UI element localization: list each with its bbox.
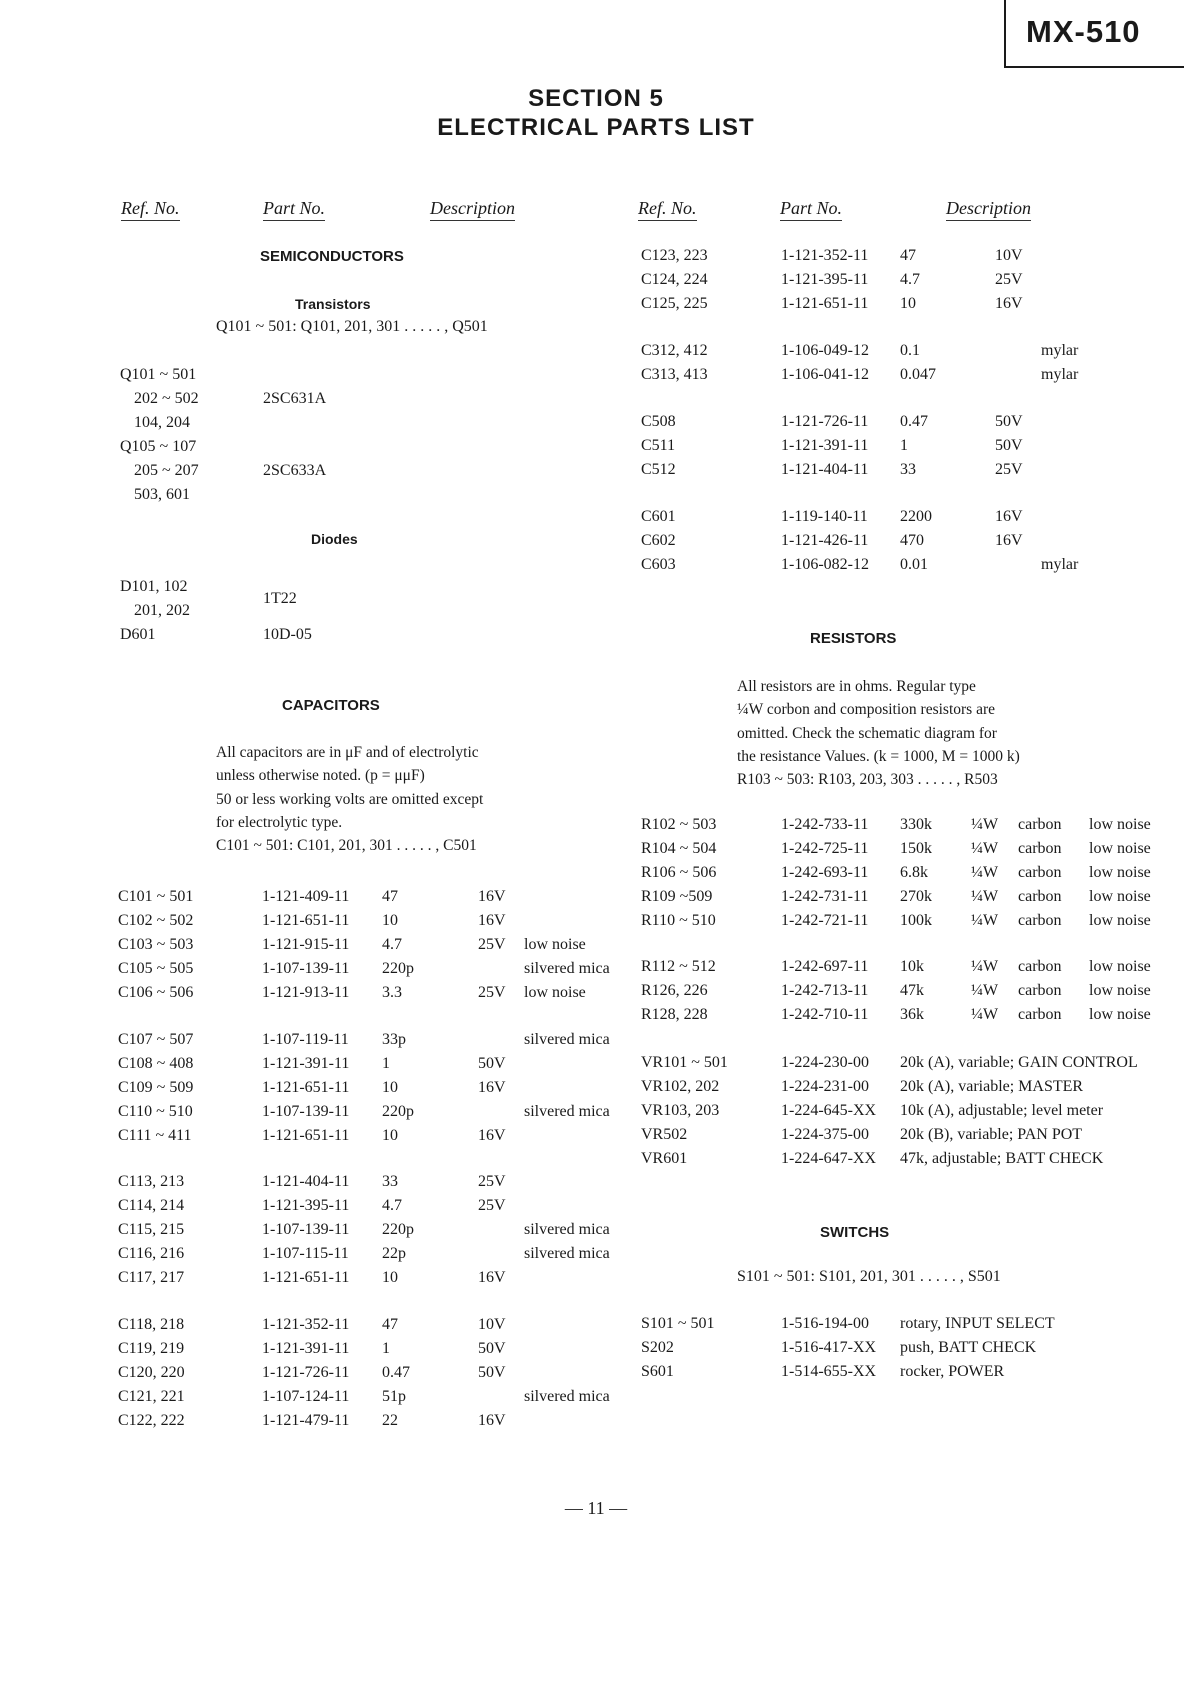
resistor-row-note: carbon: [1018, 1006, 1062, 1023]
capacitor-row-note: mylar: [1041, 366, 1079, 383]
capacitors-note-line: C101 ~ 501: C101, 201, 301 . . . . . , C501: [216, 837, 477, 855]
variable-resistor-row-ref: VR103, 203: [641, 1102, 720, 1119]
resistor-row-note: carbon: [1018, 958, 1062, 975]
capacitor-row-part: 1-106-041-12: [781, 366, 869, 383]
capacitor-row-value: 0.47: [900, 413, 928, 430]
capacitor-row-ref: C113, 213: [118, 1173, 185, 1190]
capacitor-row-voltage: 50V: [995, 413, 1023, 430]
capacitor-row-value: 33: [900, 461, 916, 478]
left-ref-header: Ref. No.: [121, 198, 180, 221]
resistor-row-voltage: ¼W: [971, 912, 999, 929]
capacitor-row-part: 1-107-139-11: [262, 1221, 350, 1238]
resistor-row-extra: low noise: [1089, 982, 1151, 999]
capacitor-row-ref: C117, 217: [118, 1269, 185, 1286]
capacitor-row-note: low noise: [524, 984, 586, 1001]
capacitor-row-part: 1-121-404-11: [262, 1173, 350, 1190]
resistor-row-value: 100k: [900, 912, 932, 929]
capacitor-row-value: 2200: [900, 508, 932, 525]
capacitor-row-ref: C105 ~ 505: [118, 960, 194, 977]
left-desc-header: Description: [430, 198, 515, 221]
capacitor-row-part: 1-121-651-11: [781, 295, 869, 312]
capacitor-row-voltage: 25V: [995, 461, 1023, 478]
capacitors-note-line: 50 or less working volts are omitted except: [216, 790, 484, 808]
resistors-note-line: omitted. Check the schematic diagram for: [737, 724, 997, 742]
variable-resistor-row-part: 1-224-647-XX: [781, 1150, 877, 1167]
capacitor-row-value: 10: [382, 1079, 398, 1096]
resistor-row-ref: R126, 226: [641, 982, 708, 999]
resistor-row-value: 150k: [900, 840, 932, 857]
capacitor-row-value: 1: [382, 1340, 390, 1357]
capacitor-row-voltage: 16V: [995, 508, 1023, 525]
capacitor-row-ref: C123, 223: [641, 247, 708, 264]
right-part-header: Part No.: [780, 198, 842, 221]
capacitor-row-voltage: 10V: [995, 247, 1023, 264]
capacitor-row-part: 1-121-409-11: [262, 888, 350, 905]
resistor-row-extra: low noise: [1089, 864, 1151, 881]
diodes-title: Diodes: [311, 531, 358, 547]
switch-row-part: 1-516-417-XX: [781, 1339, 877, 1356]
resistor-row-value: 10k: [900, 958, 924, 975]
capacitor-row-ref: C109 ~ 509: [118, 1079, 194, 1096]
capacitors-note-line: All capacitors are in μF and of electrolytic: [216, 744, 479, 761]
capacitor-row-value: 220p: [382, 1221, 414, 1238]
transistors-title: Transistors: [295, 296, 371, 312]
capacitor-row-ref: C120, 220: [118, 1364, 185, 1381]
switch-row-value: push, BATT CHECK: [900, 1339, 1037, 1356]
resistor-row-part: 1-242-733-11: [781, 816, 869, 833]
capacitor-row-ref: C115, 215: [118, 1221, 185, 1238]
capacitor-row-ref: C118, 218: [118, 1316, 185, 1333]
capacitor-row-part: 1-119-140-11: [781, 508, 868, 525]
capacitor-row-part: 1-121-391-11: [781, 437, 869, 454]
capacitor-row-value: 10: [900, 295, 916, 312]
capacitors-notes: [216, 741, 483, 857]
transistor-row-ref: 503, 601: [134, 486, 190, 503]
capacitor-row-voltage: 50V: [478, 1340, 506, 1357]
diode-row-ref: D101, 102: [120, 578, 188, 595]
capacitor-row-ref: C121, 221: [118, 1388, 185, 1405]
resistor-row-value: 36k: [900, 1006, 924, 1023]
transistor-row-part: 2SC633A: [263, 462, 327, 479]
diode-part-1t22: 1T22: [263, 590, 297, 607]
capacitor-row-value: 0.047: [900, 366, 936, 383]
switch-row-part: 1-516-194-00: [781, 1315, 869, 1332]
capacitor-row-voltage: 50V: [478, 1364, 506, 1381]
capacitor-row-ref: C124, 224: [641, 271, 708, 288]
capacitor-row-part: 1-107-139-11: [262, 960, 350, 977]
capacitor-row-value: 47: [382, 1316, 398, 1333]
capacitor-row-part: 1-121-395-11: [781, 271, 869, 288]
capacitor-row-note: silvered mica: [524, 1031, 610, 1048]
capacitor-row-value: 0.47: [382, 1364, 410, 1381]
variable-resistor-row-value: 20k (B), variable; PAN POT: [900, 1126, 1083, 1143]
capacitors-note-line: unless otherwise noted. (p = μμF): [216, 767, 425, 785]
capacitor-row-ref: C101 ~ 501: [118, 888, 194, 905]
resistor-row-voltage: ¼W: [971, 816, 999, 833]
capacitor-row-value: 51p: [382, 1388, 406, 1405]
diode-row-ref: D601: [120, 626, 156, 643]
resistor-row-part: 1-242-710-11: [781, 1006, 869, 1023]
page-title: ELECTRICAL PARTS LIST: [437, 114, 755, 141]
capacitor-row-note: mylar: [1041, 556, 1079, 573]
capacitor-row-voltage: 16V: [478, 1127, 506, 1144]
transistor-row-ref: 205 ~ 207: [134, 462, 199, 479]
resistor-row-part: 1-242-713-11: [781, 982, 869, 999]
resistors-title: RESISTORS: [810, 630, 897, 647]
transistor-row-ref: Q105 ~ 107: [120, 438, 197, 455]
capacitor-row-ref: C125, 225: [641, 295, 708, 312]
capacitor-row-value: 220p: [382, 1103, 414, 1120]
resistor-row-voltage: ¼W: [971, 982, 999, 999]
resistor-row-ref: R128, 228: [641, 1006, 708, 1023]
capacitor-row-voltage: 16V: [478, 912, 506, 929]
capacitor-row-voltage: 25V: [478, 984, 506, 1001]
resistor-row-note: carbon: [1018, 982, 1062, 999]
variable-resistor-row-ref: VR601: [641, 1150, 688, 1167]
variable-resistor-row-part: 1-224-231-00: [781, 1078, 869, 1095]
capacitor-row-part: 1-106-082-12: [781, 556, 869, 573]
variable-resistor-row-ref: VR502: [641, 1126, 688, 1143]
resistors-notes: [737, 675, 1020, 791]
capacitor-row-value: 220p: [382, 960, 414, 977]
capacitor-row-part: 1-121-426-11: [781, 532, 869, 549]
capacitor-row-part: 1-121-651-11: [262, 1127, 350, 1144]
resistor-row-ref: R104 ~ 504: [641, 840, 717, 857]
resistor-row-value: 47k: [900, 982, 924, 999]
capacitor-row-ref: C106 ~ 506: [118, 984, 194, 1001]
resistor-row-note: carbon: [1018, 816, 1062, 833]
resistor-row-value: 270k: [900, 888, 932, 905]
section-number: SECTION 5: [528, 85, 664, 112]
resistor-row-note: carbon: [1018, 888, 1062, 905]
capacitor-row-value: 10: [382, 912, 398, 929]
resistor-row-part: 1-242-725-11: [781, 840, 869, 857]
variable-resistor-row-ref: VR102, 202: [641, 1078, 720, 1095]
resistor-row-extra: low noise: [1089, 816, 1151, 833]
resistor-row-voltage: ¼W: [971, 958, 999, 975]
capacitor-row-ref: C111 ~ 411: [118, 1127, 192, 1144]
right-ref-header: Ref. No.: [638, 198, 697, 221]
capacitor-row-ref: C103 ~ 503: [118, 936, 194, 953]
capacitor-row-voltage: 25V: [995, 271, 1023, 288]
capacitor-row-value: 47: [900, 247, 916, 264]
capacitor-row-voltage: 16V: [478, 888, 506, 905]
capacitor-row-ref: C116, 216: [118, 1245, 185, 1262]
resistor-row-note: carbon: [1018, 864, 1062, 881]
capacitor-row-part: 1-107-115-11: [262, 1245, 349, 1262]
capacitor-row-ref: C313, 413: [641, 366, 708, 383]
variable-resistor-row-value: 10k (A), adjustable; level meter: [900, 1102, 1104, 1119]
capacitor-row-value: 470: [900, 532, 924, 549]
resistor-row-voltage: ¼W: [971, 1006, 999, 1023]
capacitor-row-voltage: 16V: [995, 295, 1023, 312]
variable-resistor-row-part: 1-224-645-XX: [781, 1102, 877, 1119]
capacitor-row-value: 22p: [382, 1245, 406, 1262]
transistor-row-ref: Q101 ~ 501: [120, 366, 197, 383]
diode-row-part: 10D-05: [263, 626, 312, 643]
capacitor-row-value: 0.1: [900, 342, 920, 359]
capacitor-row-ref: C508: [641, 413, 676, 430]
capacitor-row-value: 1: [382, 1055, 390, 1072]
capacitor-row-ref: C602: [641, 532, 676, 549]
capacitor-row-value: 3.3: [382, 984, 402, 1001]
resistor-row-note: carbon: [1018, 912, 1062, 929]
switch-row-ref: S101 ~ 501: [641, 1315, 715, 1332]
capacitor-row-value: 47: [382, 888, 398, 905]
capacitor-row-ref: C601: [641, 508, 676, 525]
capacitor-row-note: low noise: [524, 936, 586, 953]
resistor-row-part: 1-242-721-11: [781, 912, 869, 929]
capacitor-row-value: 0.01: [900, 556, 928, 573]
resistor-row-ref: R109 ~509: [641, 888, 713, 905]
model-number: MX-510: [1026, 14, 1141, 49]
variable-resistor-row-value: 20k (A), variable; MASTER: [900, 1078, 1084, 1095]
variable-resistor-row-part: 1-224-375-00: [781, 1126, 869, 1143]
capacitor-row-part: 1-121-404-11: [781, 461, 869, 478]
resistor-row-part: 1-242-731-11: [781, 888, 869, 905]
diode-row-ref: 201, 202: [134, 602, 190, 619]
resistor-row-part: 1-242-693-11: [781, 864, 869, 881]
capacitor-row-voltage: 16V: [478, 1269, 506, 1286]
switch-row-part: 1-514-655-XX: [781, 1363, 877, 1380]
resistor-row-ref: R106 ~ 506: [641, 864, 717, 881]
capacitor-row-part: 1-121-915-11: [262, 936, 350, 953]
switches-note: S101 ~ 501: S101, 201, 301 . . . . . , S501: [737, 1268, 1001, 1285]
resistor-row-ref: R110 ~ 510: [641, 912, 716, 929]
switch-row-value: rocker, POWER: [900, 1363, 1005, 1380]
capacitor-row-note: silvered mica: [524, 960, 610, 977]
capacitor-row-value: 10: [382, 1127, 398, 1144]
capacitor-row-voltage: 25V: [478, 1197, 506, 1214]
capacitor-row-ref: C122, 222: [118, 1412, 185, 1429]
capacitor-row-value: 4.7: [382, 936, 402, 953]
semiconductors-title: SEMICONDUCTORS: [260, 248, 404, 265]
capacitor-row-ref: C603: [641, 556, 676, 573]
capacitor-row-note: silvered mica: [524, 1245, 610, 1262]
capacitor-row-ref: C102 ~ 502: [118, 912, 194, 929]
resistor-row-extra: low noise: [1089, 1006, 1151, 1023]
capacitor-row-voltage: 16V: [478, 1079, 506, 1096]
resistor-row-value: 330k: [900, 816, 932, 833]
variable-resistor-row-ref: VR101 ~ 501: [641, 1054, 728, 1071]
capacitor-row-voltage: 50V: [478, 1055, 506, 1072]
transistor-row-ref: 202 ~ 502: [134, 390, 199, 407]
resistor-row-extra: low noise: [1089, 912, 1151, 929]
page-number: — 11 —: [564, 1498, 628, 1518]
capacitor-row-voltage: 16V: [478, 1412, 506, 1429]
capacitor-row-part: 1-107-119-11: [262, 1031, 349, 1048]
capacitor-row-voltage: 16V: [995, 532, 1023, 549]
capacitor-row-part: 1-106-049-12: [781, 342, 869, 359]
resistor-row-extra: low noise: [1089, 840, 1151, 857]
resistors-note-line: the resistance Values. (k = 1000, M = 1000 k): [737, 747, 1020, 765]
switch-row-ref: S601: [641, 1363, 674, 1380]
capacitor-row-note: silvered mica: [524, 1221, 610, 1238]
capacitor-row-part: 1-107-124-11: [262, 1388, 350, 1405]
capacitor-row-voltage: 10V: [478, 1316, 506, 1333]
resistor-row-extra: low noise: [1089, 958, 1151, 975]
capacitor-row-value: 33p: [382, 1031, 406, 1048]
capacitors-title: CAPACITORS: [282, 697, 380, 714]
capacitor-row-value: 22: [382, 1412, 398, 1429]
resistors-note-line: R103 ~ 503: R103, 203, 303 . . . . . , R503: [737, 771, 998, 789]
capacitor-row-value: 1: [900, 437, 908, 454]
switches-title: SWITCHS: [820, 1224, 890, 1241]
capacitor-row-ref: C312, 412: [641, 342, 708, 359]
capacitor-row-voltage: 50V: [995, 437, 1023, 454]
transistor-row-part: 2SC631A: [263, 390, 327, 407]
transistor-row-ref: 104, 204: [134, 414, 190, 431]
capacitor-row-part: 1-121-391-11: [262, 1340, 350, 1357]
capacitor-row-voltage: 25V: [478, 936, 506, 953]
transistors-note: Q101 ~ 501: Q101, 201, 301 . . . . . , Q501: [216, 318, 488, 335]
capacitor-row-part: 1-121-352-11: [262, 1316, 350, 1333]
capacitor-row-part: 1-121-651-11: [262, 1269, 350, 1286]
variable-resistor-row-value: 47k, adjustable; BATT CHECK: [900, 1150, 1104, 1167]
resistor-row-note: carbon: [1018, 840, 1062, 857]
switch-row-value: rotary, INPUT SELECT: [900, 1315, 1055, 1332]
capacitor-row-part: 1-121-726-11: [781, 413, 869, 430]
capacitor-row-voltage: 25V: [478, 1173, 506, 1190]
resistor-row-voltage: ¼W: [971, 864, 999, 881]
capacitor-row-ref: C512: [641, 461, 676, 478]
right-desc-header: Description: [946, 198, 1031, 221]
capacitor-row-ref: C107 ~ 507: [118, 1031, 194, 1048]
resistor-row-value: 6.8k: [900, 864, 928, 881]
capacitor-row-value: 10: [382, 1269, 398, 1286]
capacitors-note-line: for electrolytic type.: [216, 813, 343, 831]
variable-resistor-row-value: 20k (A), variable; GAIN CONTROL: [900, 1054, 1138, 1071]
capacitor-row-part: 1-121-726-11: [262, 1364, 350, 1381]
capacitor-row-part: 1-121-651-11: [262, 912, 350, 929]
resistor-row-voltage: ¼W: [971, 888, 999, 905]
capacitor-row-ref: C119, 219: [118, 1340, 185, 1357]
capacitor-row-ref: C110 ~ 510: [118, 1103, 193, 1120]
resistor-row-ref: R112 ~ 512: [641, 958, 716, 975]
resistor-row-extra: low noise: [1089, 888, 1151, 905]
capacitor-row-note: mylar: [1041, 342, 1079, 359]
capacitor-row-part: 1-107-139-11: [262, 1103, 350, 1120]
capacitor-row-ref: C511: [641, 437, 676, 454]
resistors-note-line: All resistors are in ohms. Regular type: [737, 678, 976, 695]
capacitor-row-note: silvered mica: [524, 1388, 610, 1405]
capacitor-row-value: 33: [382, 1173, 398, 1190]
left-part-header: Part No.: [263, 198, 325, 221]
capacitor-row-value: 4.7: [382, 1197, 402, 1214]
capacitor-row-value: 4.7: [900, 271, 920, 288]
capacitor-row-part: 1-121-479-11: [262, 1412, 350, 1429]
capacitor-row-part: 1-121-913-11: [262, 984, 350, 1001]
resistor-row-part: 1-242-697-11: [781, 958, 869, 975]
capacitor-row-part: 1-121-395-11: [262, 1197, 350, 1214]
capacitor-row-ref: C108 ~ 408: [118, 1055, 194, 1072]
switch-row-ref: S202: [641, 1339, 674, 1356]
capacitor-row-part: 1-121-651-11: [262, 1079, 350, 1096]
variable-resistor-row-part: 1-224-230-00: [781, 1054, 869, 1071]
capacitor-row-ref: C114, 214: [118, 1197, 185, 1214]
capacitor-row-part: 1-121-391-11: [262, 1055, 350, 1072]
resistors-note-line: ¼W corbon and composition resistors are: [737, 701, 995, 719]
capacitor-row-part: 1-121-352-11: [781, 247, 869, 264]
resistor-row-ref: R102 ~ 503: [641, 816, 717, 833]
resistor-row-voltage: ¼W: [971, 840, 999, 857]
capacitor-row-note: silvered mica: [524, 1103, 610, 1120]
